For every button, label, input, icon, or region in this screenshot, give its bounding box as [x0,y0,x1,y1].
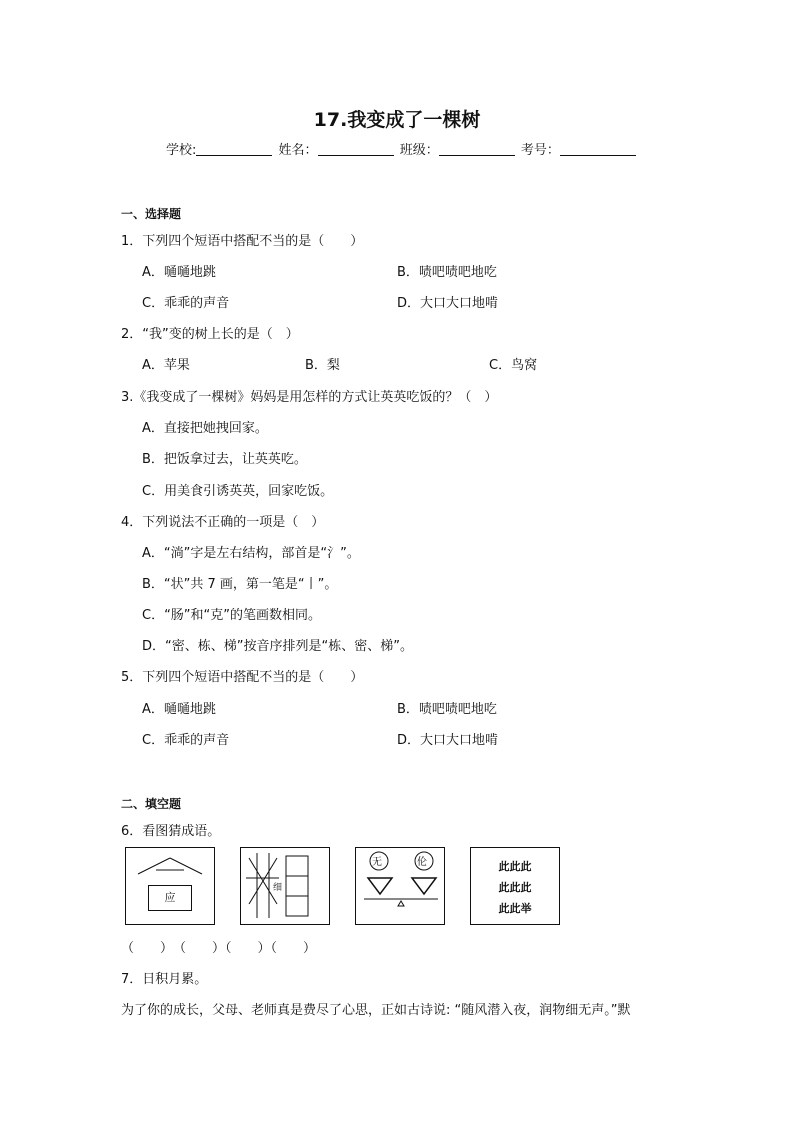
picture-4-line-2: 此此此 [498,881,532,894]
question-1-option-a[interactable]: A．嗵嗵地跳 [142,265,216,280]
question-3-option-c[interactable]: C．用美食引诱英英，回家吃饭。 [142,484,334,499]
question-2-option-a[interactable]: A．苹果 [142,358,190,373]
name-blank[interactable] [318,143,394,156]
question-3-stem: 3.《我变成了一棵树》妈妈是用怎样的方式让英英吃饭的？（ ） [121,390,498,405]
picture-3-right-char: 伦 [417,857,427,868]
class-blank[interactable] [439,143,515,156]
tree-lines-drawing [241,848,329,924]
question-2-option-b[interactable]: B．梨 [305,358,340,373]
question-1-option-b[interactable]: B．啧吧啧吧地吃 [397,265,497,280]
name-label: 姓名： [278,143,318,158]
picture-2-char: 细 [273,883,283,893]
question-4-option-a[interactable]: A．“淌”字是左右结构，部首是“氵”。 [142,546,360,561]
question-1-stem: 1．下列四个短语中搭配不当的是（ ） [121,234,364,249]
question-7-stem: 7．日积月累。 [121,972,208,987]
question-3-option-a[interactable]: A．直接把她拽回家。 [142,421,268,436]
question-3-option-b[interactable]: B．把饭拿过去，让英英吃。 [142,452,307,467]
question-4-option-b[interactable]: B．“状”共 7 画，第一笔是“丨”。 [142,577,338,592]
exam-no-label: 考号： [520,143,560,158]
question-7-text: 为了你的成长，父母、老师真是费尽了心思，正如古诗说: “随风潜入夜，润物细无声。”默 [121,1003,631,1018]
question-4-option-d[interactable]: D．“密、栋、梯”按音序排列是“栋、密、梯”。 [142,639,413,654]
school-blank[interactable] [196,143,272,156]
question-6-answer-blanks[interactable]: （ ） （ ）（ ）（ ） [121,941,317,956]
question-2-stem: 2．“我”变的树上长的是（ ） [121,327,299,342]
balance-drawing [356,848,444,924]
idiom-picture-4 [470,847,560,925]
student-info-line [166,139,638,158]
picture-3-left-char: 无 [372,857,382,868]
question-5-stem: 5．下列四个短语中搭配不当的是（ ） [121,670,364,685]
question-6-stem: 6．看图猜成语。 [121,824,221,839]
school-label: 学校: [166,143,197,158]
question-1-option-d[interactable]: D．大口大口地啃 [397,296,499,311]
picture-4-line-1: 此此此 [498,860,532,873]
question-2-option-c[interactable]: C．鸟窝 [489,358,538,373]
idiom-picture-1 [125,847,215,925]
idiom-picture-3 [355,847,445,925]
idiom-picture-2 [240,847,330,925]
exam-no-blank[interactable] [560,143,636,156]
question-4-option-c[interactable]: C．“肠”和“克”的笔画数相同。 [142,608,322,623]
question-4-stem: 4．下列说法不正确的一项是（ ） [121,515,325,530]
picture-1-char: 应 [148,885,192,911]
picture-4-line-3: 此此举 [498,902,532,915]
question-5-option-c[interactable]: C．乖乖的声音 [142,733,230,748]
page-title: 17.我变成了一棵树 [313,109,481,131]
class-label: 班级： [399,143,439,158]
question-5-option-b[interactable]: B．啧吧啧吧地吃 [397,702,497,717]
question-1-option-c[interactable]: C．乖乖的声音 [142,296,230,311]
section-heading-choice: 一、选择题 [121,207,182,221]
question-5-option-a[interactable]: A．嗵嗵地跳 [142,702,216,717]
section-heading-fill: 二、填空题 [121,797,182,811]
question-5-option-d[interactable]: D．大口大口地啃 [397,733,499,748]
